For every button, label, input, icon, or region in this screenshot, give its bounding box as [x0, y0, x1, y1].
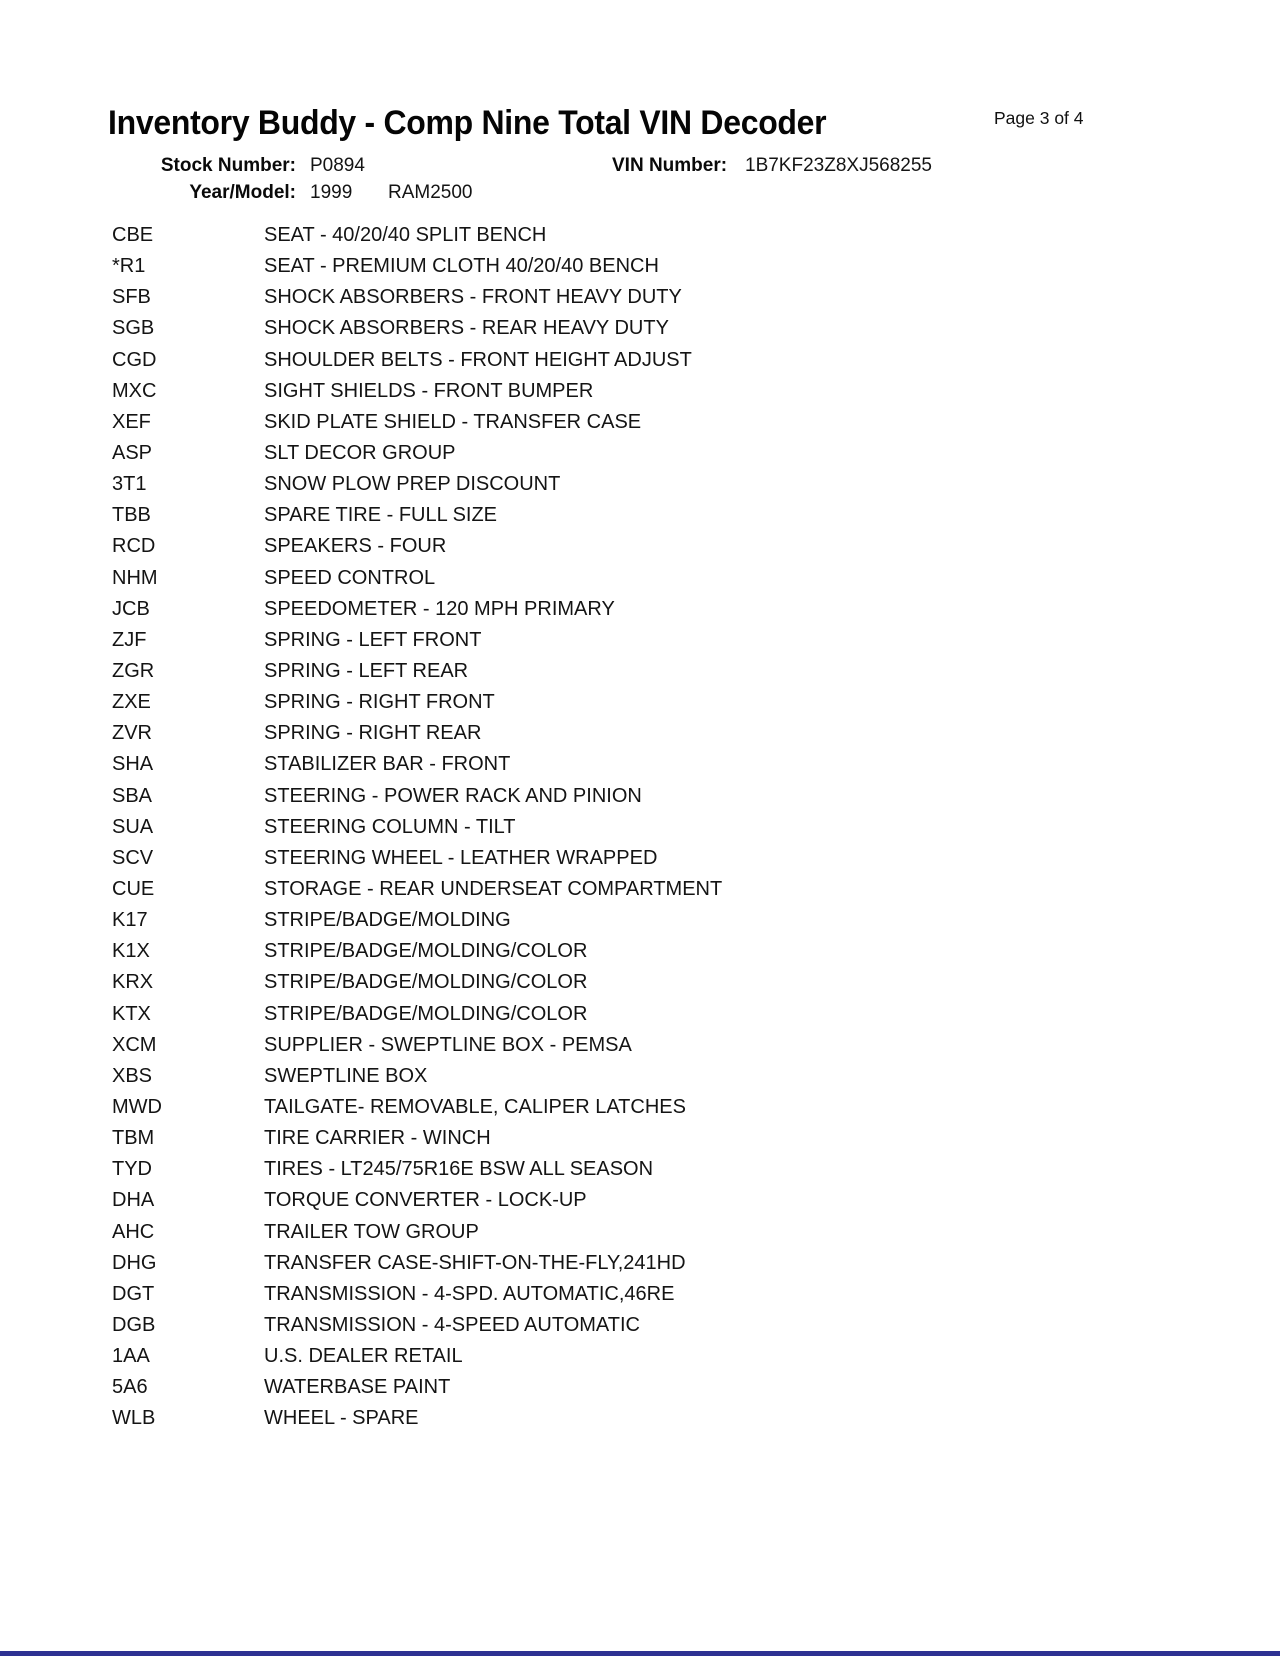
- option-row: [112, 566, 1172, 597]
- option-row: [112, 1375, 1172, 1406]
- option-row: [112, 1064, 1172, 1095]
- option-row: [112, 1033, 1172, 1064]
- option-code: WLB: [112, 1407, 156, 1430]
- option-code: MWD: [112, 1095, 162, 1118]
- stock-number-label: Stock Number:: [160, 155, 296, 176]
- option-row: [112, 534, 1172, 565]
- option-code: *R1: [112, 255, 146, 278]
- option-code: AHC: [112, 1220, 155, 1243]
- option-row: [112, 1313, 1172, 1344]
- option-code: SUA: [112, 815, 154, 838]
- option-description: SPRING - RIGHT FRONT: [264, 691, 495, 714]
- option-code: TBB: [112, 504, 151, 527]
- option-description: STRIPE/BADGE/MOLDING/COLOR: [264, 1002, 588, 1025]
- option-code: SFB: [112, 286, 151, 309]
- page-title: Inventory Buddy - Comp Nine Total VIN Decoder: [108, 104, 827, 142]
- option-row: [112, 348, 1172, 379]
- option-row: [112, 1282, 1172, 1313]
- option-row: [112, 1251, 1172, 1282]
- page-bottom-edge: [0, 1651, 1280, 1656]
- option-code: 3T1: [112, 473, 147, 496]
- option-code: KTX: [112, 1002, 151, 1025]
- option-description: SHOCK ABSORBERS - FRONT HEAVY DUTY: [264, 286, 682, 309]
- option-description: SHOCK ABSORBERS - REAR HEAVY DUTY: [264, 317, 669, 340]
- option-description: SEAT - 40/20/40 SPLIT BENCH: [264, 224, 547, 246]
- option-row: [112, 1095, 1172, 1126]
- option-description: SPRING - LEFT REAR: [264, 659, 469, 682]
- option-description: STRIPE/BADGE/MOLDING: [264, 909, 511, 932]
- option-code: XCM: [112, 1033, 157, 1056]
- option-row: [112, 1126, 1172, 1157]
- option-description: SPARE TIRE - FULL SIZE: [264, 504, 498, 527]
- option-row: [112, 223, 1172, 254]
- option-code: ZXE: [112, 691, 151, 714]
- option-row: [112, 1157, 1172, 1188]
- option-row: [112, 441, 1172, 472]
- option-row: [112, 503, 1172, 534]
- option-row: [112, 752, 1172, 783]
- option-description: SPEEDOMETER - 120 MPH PRIMARY: [264, 597, 615, 620]
- option-row: [112, 628, 1172, 659]
- option-code: XEF: [112, 410, 151, 433]
- page-number-indicator: Page 3 of 4: [994, 108, 1084, 128]
- option-description: STEERING WHEEL - LEATHER WRAPPED: [264, 846, 658, 869]
- model-value: RAM2500: [388, 182, 473, 203]
- option-code: NHM: [112, 566, 158, 589]
- option-code: DHG: [112, 1251, 157, 1274]
- option-code: CBE: [112, 224, 154, 246]
- option-row: [112, 472, 1172, 503]
- year-value: 1999: [310, 182, 353, 203]
- option-code: DHA: [112, 1189, 155, 1212]
- option-description: STORAGE - REAR UNDERSEAT COMPARTMENT: [264, 877, 723, 900]
- option-description: SPRING - RIGHT REAR: [264, 722, 482, 745]
- option-code: ZGR: [112, 659, 155, 682]
- option-code: RCD: [112, 535, 156, 558]
- option-row: [112, 721, 1172, 752]
- option-row: [112, 1188, 1172, 1219]
- option-code: TYD: [112, 1158, 152, 1181]
- option-description: TIRE CARRIER - WINCH: [264, 1127, 491, 1150]
- option-row: [112, 1220, 1172, 1251]
- option-description: SPEED CONTROL: [264, 566, 436, 589]
- option-description: STABILIZER BAR - FRONT: [264, 753, 511, 776]
- option-description: TRANSMISSION - 4-SPEED AUTOMATIC: [264, 1313, 640, 1336]
- option-code: SCV: [112, 846, 154, 869]
- option-code: 5A6: [112, 1376, 148, 1399]
- option-row: [112, 815, 1172, 846]
- option-code: DGB: [112, 1313, 156, 1336]
- option-code: SHA: [112, 753, 154, 776]
- option-code: CGD: [112, 348, 157, 371]
- option-description: SWEPTLINE BOX: [264, 1064, 428, 1087]
- option-row: [112, 410, 1172, 441]
- option-code: SBA: [112, 784, 153, 807]
- option-row: [112, 877, 1172, 908]
- stock-number-value: P0894: [310, 155, 365, 176]
- option-row: [112, 597, 1172, 628]
- year-model-label: Year/Model:: [189, 182, 296, 203]
- option-description: SEAT - PREMIUM CLOTH 40/20/40 BENCH: [264, 255, 659, 278]
- option-code: ZJF: [112, 628, 147, 651]
- option-code: SGB: [112, 317, 155, 340]
- option-description: TRAILER TOW GROUP: [264, 1220, 479, 1243]
- option-row: [112, 1406, 1172, 1437]
- option-description: TORQUE CONVERTER - LOCK-UP: [264, 1189, 587, 1212]
- option-code: K17: [112, 909, 148, 932]
- option-code: ASP: [112, 441, 153, 464]
- option-code: 1AA: [112, 1345, 150, 1368]
- option-description: SHOULDER BELTS - FRONT HEIGHT ADJUST: [264, 348, 692, 371]
- option-description: WHEEL - SPARE: [264, 1407, 419, 1430]
- option-description: TRANSMISSION - 4-SPD. AUTOMATIC,46RE: [264, 1282, 675, 1305]
- vehicle-options-list: [112, 223, 1172, 1437]
- option-row: [112, 379, 1172, 410]
- option-row: [112, 1344, 1172, 1375]
- option-row: [112, 254, 1172, 285]
- vin-number-label: VIN Number:: [612, 155, 728, 176]
- option-code: TBM: [112, 1127, 155, 1150]
- option-code: ZVR: [112, 722, 152, 745]
- option-row: [112, 908, 1172, 939]
- option-description: SNOW PLOW PREP DISCOUNT: [264, 473, 561, 496]
- option-code: DGT: [112, 1282, 155, 1305]
- option-description: TRANSFER CASE-SHIFT-ON-THE-FLY,241HD: [264, 1251, 686, 1274]
- option-description: TIRES - LT245/75R16E BSW ALL SEASON: [264, 1158, 654, 1181]
- option-description: SPEAKERS - FOUR: [264, 535, 447, 558]
- option-description: TAILGATE- REMOVABLE, CALIPER LATCHES: [264, 1095, 686, 1118]
- option-description: WATERBASE PAINT: [264, 1376, 451, 1399]
- option-description: STRIPE/BADGE/MOLDING/COLOR: [264, 940, 588, 963]
- option-row: [112, 1002, 1172, 1033]
- option-description: STRIPE/BADGE/MOLDING/COLOR: [264, 971, 588, 994]
- option-code: JCB: [112, 597, 150, 620]
- option-description: SLT DECOR GROUP: [264, 441, 456, 464]
- option-row: [112, 970, 1172, 1001]
- option-row: [112, 285, 1172, 316]
- option-code: XBS: [112, 1064, 153, 1087]
- option-code: KRX: [112, 971, 154, 994]
- option-code: MXC: [112, 379, 157, 402]
- option-row: [112, 690, 1172, 721]
- option-row: [112, 659, 1172, 690]
- vin-number-value: 1B7KF23Z8XJ568255: [745, 155, 932, 176]
- option-row: [112, 846, 1172, 877]
- option-description: STEERING COLUMN - TILT: [264, 815, 516, 838]
- option-description: SKID PLATE SHIELD - TRANSFER CASE: [264, 410, 642, 433]
- option-description: STEERING - POWER RACK AND PINION: [264, 784, 642, 807]
- option-description: SIGHT SHIELDS - FRONT BUMPER: [264, 379, 594, 402]
- option-row: [112, 316, 1172, 347]
- option-code: CUE: [112, 877, 155, 900]
- option-description: U.S. DEALER RETAIL: [264, 1345, 463, 1368]
- option-row: [112, 939, 1172, 970]
- option-description: SUPPLIER - SWEPTLINE BOX - PEMSA: [264, 1033, 632, 1056]
- option-row: [112, 784, 1172, 815]
- option-description: SPRING - LEFT FRONT: [264, 628, 482, 651]
- option-code: K1X: [112, 940, 150, 963]
